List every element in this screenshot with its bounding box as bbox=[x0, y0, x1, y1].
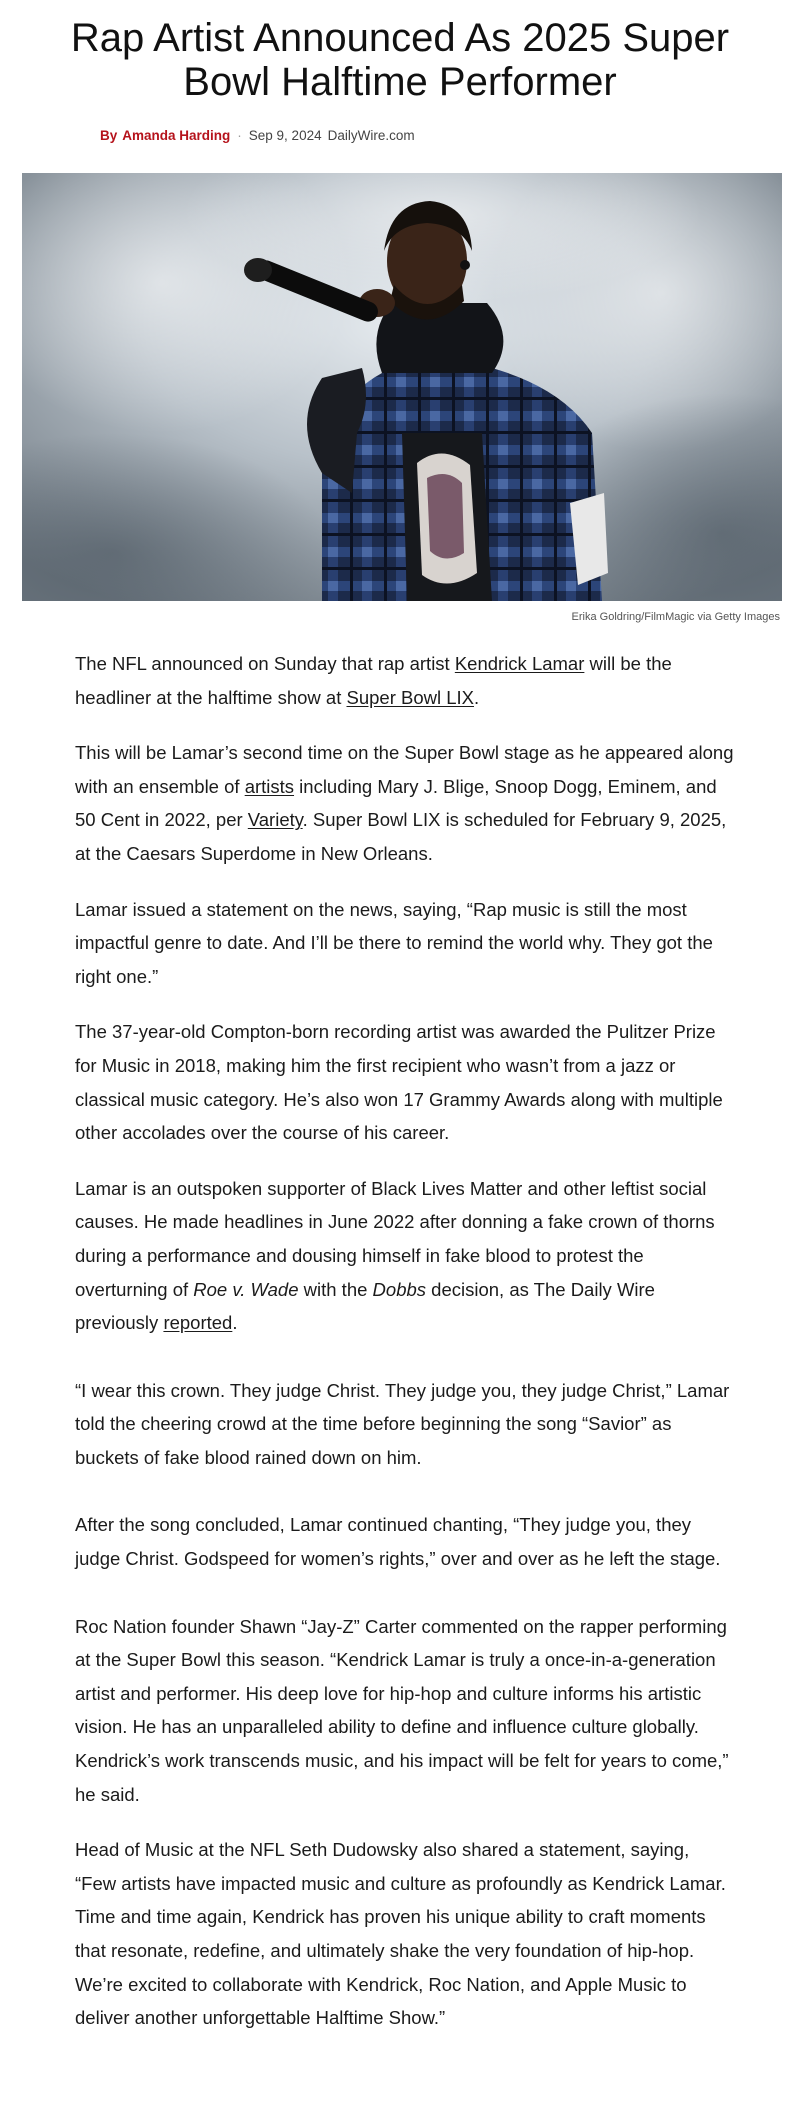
article-body bbox=[75, 647, 735, 2057]
hero-photo bbox=[22, 173, 782, 601]
paragraph-7: After the song concluded, Lamar continued chanting, “They judge you, they judge Christ. Godspeed for women’s rights,” over and over as he left the stage. bbox=[75, 1514, 721, 1570]
paragraph-text: The NFL announced on Sunday that rap artist bbox=[75, 653, 455, 674]
roe-v-wade-emphasis: Roe v. Wade bbox=[193, 1278, 299, 1300]
paragraph-text: including Mary J. Blige, Snoop Dogg, Eminem, and 50 Cent in 2022, per bbox=[75, 775, 717, 831]
dobbs-emphasis: Dobbs bbox=[372, 1278, 427, 1300]
paragraph-text: This will be Lamar’s second time on the Super Bowl stage as he appeared along with an ensemble of bbox=[75, 742, 734, 797]
byline-separator: · bbox=[237, 128, 242, 143]
paragraph-3: Lamar issued a statement on the news, saying, “Rap music is still the most impactful genre to date. And I’ll be there to remind the world why. They got the right one.” bbox=[75, 898, 713, 987]
artists-link[interactable]: artists bbox=[244, 775, 295, 797]
source-name: DailyWire.com bbox=[327, 128, 415, 143]
paragraph-8: Roc Nation founder Shawn “Jay-Z” Carter commented on the rapper performing at the Super Bowl this season. “Kendrick Lamar is truly a once-in-a-generation artist and performer. His deep love for hip-hop and culture informs his artistic vision. He has an unparalleled ability to define and influence culture globally. Kendrick’s work transcends music, and his impact will be felt for years to come,” he said. bbox=[75, 1615, 729, 1805]
paragraph-4: The 37-year-old Compton-born recording artist was awarded the Pulitzer Prize for Music in 2018, making him the first recipient who wasn’t from a jazz or classical music category. He’s also won 17 Grammy Awards along with multiple other accolades over the course of his career. bbox=[75, 1021, 723, 1144]
photo-credit: Erika Goldring/FilmMagic via Getty Images bbox=[571, 611, 780, 623]
paragraph-text: Lamar is an outspoken supporter of Black Lives Matter and other leftist social causes. He made headlines in June 2022 after donning a fake crown of thorns during a performance and dousing himself in fake blood to protest the overturning of bbox=[75, 1177, 715, 1300]
byline-prefix: By bbox=[100, 128, 118, 143]
author-link[interactable]: Amanda Harding bbox=[122, 128, 231, 143]
paragraph-text: . bbox=[232, 1312, 238, 1334]
paragraph-1 bbox=[75, 647, 735, 714]
article-headline: Rap Artist Announced As 2025 Super Bowl Halftime Performer bbox=[70, 16, 730, 104]
paragraph-text: with the bbox=[298, 1278, 373, 1300]
kendrick-lamar-link[interactable]: Kendrick Lamar bbox=[454, 653, 585, 674]
variety-link[interactable]: Variety bbox=[247, 809, 303, 831]
performer-photo-illustration bbox=[22, 173, 782, 601]
paragraph-9: Head of Music at the NFL Seth Dudowsky also shared a statement, saying, “Few artists have impacted music and culture as profoundly as Kendrick Lamar. Time and time again, Kendrick has proven his unique ability to craft moments that resonate, redefine, and ultimately shake the very foundation of hip-hop. We’re excited to collaborate with Kendrick, Roc Nation, and Apple Music to deliver another unforgettable Halftime Show.” bbox=[75, 1839, 726, 2029]
paragraph-text: . Super Bowl LIX is scheduled for February 9, 2025, at the Caesars Superdome in New Orleans. bbox=[75, 809, 727, 864]
paragraph-5 bbox=[75, 1172, 735, 1340]
paragraph-text: . bbox=[474, 686, 480, 708]
paragraph-2 bbox=[75, 736, 735, 870]
reported-link[interactable]: reported bbox=[163, 1312, 233, 1334]
paragraph-text: will be the headliner at the halftime show at bbox=[75, 653, 672, 708]
byline bbox=[100, 127, 415, 145]
super-bowl-lix-link[interactable]: Super Bowl LIX bbox=[346, 686, 475, 708]
paragraph-text: decision, as The Daily Wire previously bbox=[75, 1278, 655, 1334]
paragraph-6: “I wear this crown. They judge Christ. They judge you, they judge Christ,” Lamar told the cheering crowd at the time before beginning the song “Savior” as buckets of fake blood rained down on him. bbox=[75, 1379, 730, 1468]
publish-date: Sep 9, 2024 bbox=[248, 128, 322, 143]
